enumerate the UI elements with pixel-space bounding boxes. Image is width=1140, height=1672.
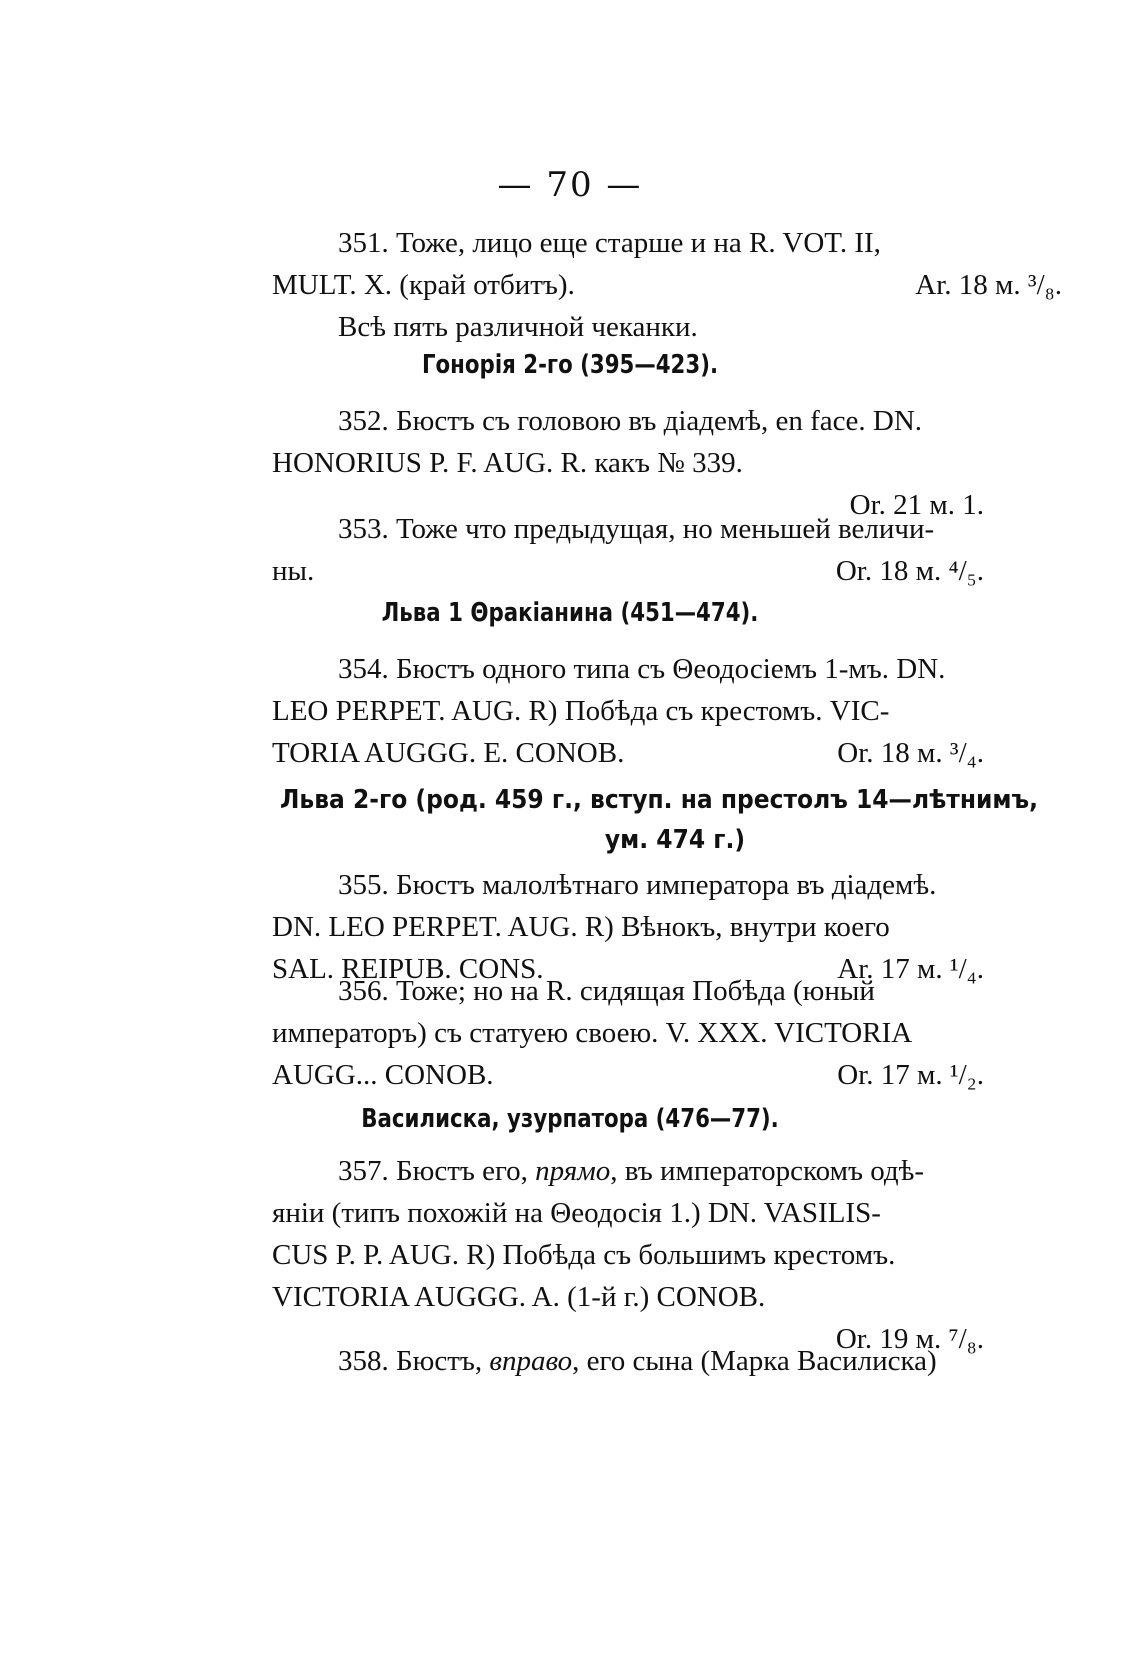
entry-355-line3-text: SAL. REIPUB. CONS. — [272, 953, 544, 985]
entry-354-line1: 354. Бюстъ одного типа съ Θеодосіемъ 1-мъ. DN. — [338, 653, 946, 685]
entry-352-line2: HONORIUS P. F. AUG. R. какъ № 339. — [272, 447, 743, 479]
section-heading-vasilisk: Василиска, узурпатора (476—77). — [361, 1104, 779, 1134]
entry-357 — [272, 1150, 1072, 1360]
entry-352-meta: Or. 21 м. 1. — [849, 489, 984, 521]
entry-354 — [272, 648, 1072, 774]
entry-356-line1: 356. Тоже; но на R. сидящая Побѣда (юный — [338, 975, 875, 1007]
entry-357-line2: яніи (типъ похожій на Θеодосія 1.) DN. VASILIS- — [272, 1197, 881, 1229]
entry-353-meta: Or. 18 м. ⁴/₅. — [835, 555, 984, 587]
section-heading-lev2 — [280, 780, 1070, 860]
entry-352-line1: 352. Бюстъ съ головою въ діадемѣ, en face. DN. — [338, 405, 923, 437]
entry-353-line1: 353. Тоже что предыдущая, но меньшей величи- — [338, 513, 935, 545]
entry-351 — [272, 222, 1072, 348]
entry-351-note: Всѣ пять различной чеканки. — [338, 311, 698, 343]
entry-357-line1-a: 357. Бюстъ его, — [338, 1155, 536, 1187]
page-number: — 70 — — [497, 165, 643, 205]
entry-355-line2: DN. LEO PERPET. AUG. R) Вѣнокъ, внутри коего — [272, 911, 890, 943]
entry-356 — [272, 970, 1072, 1096]
entry-356-line3-text: AUGG... CONOB. — [272, 1059, 494, 1091]
entry-358-line1 — [272, 1340, 1072, 1382]
entry-353-line2 — [272, 550, 1072, 592]
section-heading-lev1: Льва 1 Θракіанина (451—474). — [381, 598, 759, 628]
entry-357-line4: VICTORIA AUGGG. A. (1-й г.) CONOB. — [272, 1281, 766, 1313]
entry-354-meta: Or. 18 м. ³/₄. — [837, 737, 984, 769]
entry-356-meta: Or. 17 м. ¹/₂. — [837, 1059, 984, 1091]
entry-358-line1-emphasis: вправо — [489, 1345, 573, 1377]
entry-351-line2-text: MULT. X. (край отбитъ). — [272, 269, 575, 301]
section-heading-lev2-line2: ум. 474 г.) — [604, 825, 746, 855]
entry-356-line3 — [272, 1054, 1072, 1096]
entry-358 — [272, 1340, 1072, 1382]
entry-357-line1-c: , въ императорскомъ одѣ- — [610, 1155, 925, 1187]
entry-354-line3-text: TORIA AUGGG. E. CONOB. — [272, 737, 625, 769]
entry-353 — [272, 508, 1072, 592]
entry-354-line2: LEO PERPET. AUG. R) Побѣда съ крестомъ. VIC- — [272, 695, 890, 727]
entry-357-meta: Or. 19 м. ⁷/₈. — [835, 1323, 984, 1355]
entry-355-line1: 355. Бюстъ малолѣтнаго императора въ діадемѣ. — [338, 869, 937, 901]
section-heading-honoriy: Гонорія 2-го (395—423). — [421, 350, 719, 380]
entry-358-line1-a: 358. Бюстъ, — [338, 1345, 490, 1377]
entry-355-meta: Ar. 17 м. ¹/₄. — [837, 953, 984, 985]
entry-353-line2-text: ны. — [272, 555, 315, 587]
entry-358-line1-c: , его сына (Марка Василиска) — [572, 1345, 937, 1377]
entry-357-line3: CUS P. P. AUG. R) Побѣда съ большимъ крестомъ. — [272, 1239, 896, 1271]
entry-357-line1 — [272, 1150, 1072, 1192]
entry-357-line1-emphasis: прямо — [535, 1155, 611, 1187]
entry-351-line2 — [272, 264, 1072, 306]
entry-351-line1: 351. Тоже, лицо еще старше и на R. VOT. II, — [338, 227, 881, 259]
section-heading-lev2-line1: Льва 2-го (род. 459 г., вступ. на престолъ 14—лѣтнимъ, — [280, 785, 1039, 815]
entry-351-meta: Ar. 18 м. ³/₈. — [915, 269, 1062, 301]
entry-354-line3 — [272, 732, 1072, 774]
entry-356-line2: императоръ) съ статуею своею. V. XXX. VICTORIA — [272, 1017, 913, 1049]
